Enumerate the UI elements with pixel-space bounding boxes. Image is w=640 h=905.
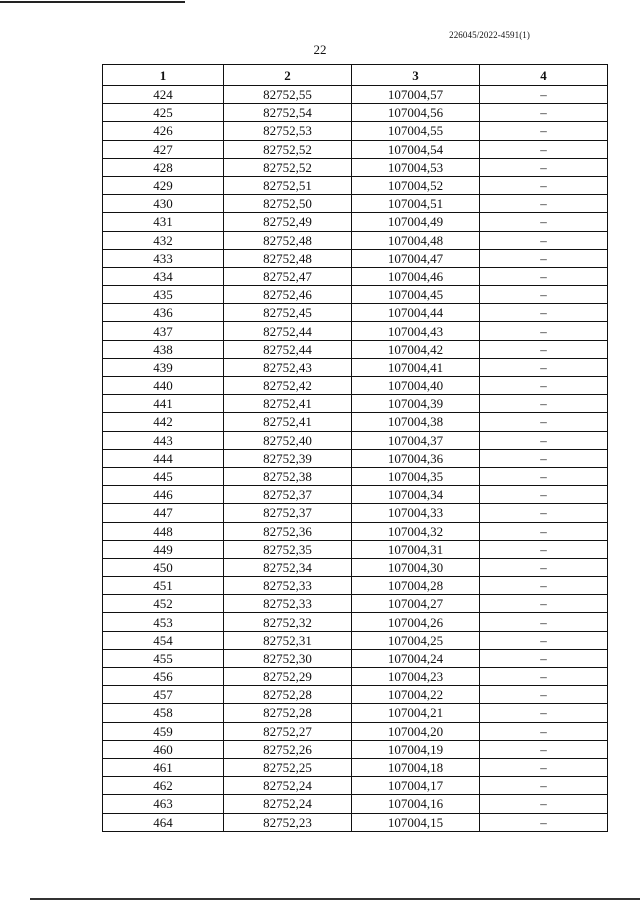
table-row [103,467,608,485]
column-header-4: 4 [480,65,608,86]
x-coordinate-cell: 82752,45 [224,304,352,322]
value-cell: – [480,668,608,686]
table-row [103,613,608,631]
table-row [103,195,608,213]
x-coordinate-cell: 82752,49 [224,213,352,231]
y-coordinate-cell: 107004,34 [352,486,480,504]
y-coordinate-cell: 107004,52 [352,176,480,194]
value-cell: – [480,631,608,649]
point-number-cell: 456 [103,668,224,686]
x-coordinate-cell: 82752,48 [224,249,352,267]
y-coordinate-cell: 107004,33 [352,504,480,522]
value-cell: – [480,740,608,758]
x-coordinate-cell: 82752,26 [224,740,352,758]
x-coordinate-cell: 82752,28 [224,686,352,704]
y-coordinate-cell: 107004,22 [352,686,480,704]
table-row [103,431,608,449]
table-row [103,558,608,576]
point-number-cell: 451 [103,577,224,595]
x-coordinate-cell: 82752,33 [224,595,352,613]
value-cell: – [480,686,608,704]
value-cell: – [480,104,608,122]
y-coordinate-cell: 107004,53 [352,158,480,176]
table-row [103,504,608,522]
table-row [103,722,608,740]
x-coordinate-cell: 82752,41 [224,413,352,431]
table-row [103,158,608,176]
point-number-cell: 463 [103,795,224,813]
point-number-cell: 459 [103,722,224,740]
y-coordinate-cell: 107004,30 [352,558,480,576]
y-coordinate-cell: 107004,46 [352,267,480,285]
value-cell: – [480,304,608,322]
coordinates-table [102,64,608,832]
value-cell: – [480,649,608,667]
table-row [103,395,608,413]
value-cell: – [480,704,608,722]
value-cell: – [480,540,608,558]
table-row [103,758,608,776]
table-row [103,486,608,504]
value-cell: – [480,176,608,194]
y-coordinate-cell: 107004,56 [352,104,480,122]
y-coordinate-cell: 107004,27 [352,595,480,613]
table-row [103,340,608,358]
table-row [103,449,608,467]
point-number-cell: 432 [103,231,224,249]
point-number-cell: 455 [103,649,224,667]
y-coordinate-cell: 107004,23 [352,668,480,686]
y-coordinate-cell: 107004,31 [352,540,480,558]
bottom-rule [30,898,640,900]
value-cell: – [480,504,608,522]
point-number-cell: 443 [103,431,224,449]
point-number-cell: 460 [103,740,224,758]
value-cell: – [480,431,608,449]
x-coordinate-cell: 82752,41 [224,395,352,413]
table-row [103,286,608,304]
value-cell: – [480,467,608,485]
point-number-cell: 442 [103,413,224,431]
value-cell: – [480,595,608,613]
point-number-cell: 429 [103,176,224,194]
value-cell: – [480,522,608,540]
point-number-cell: 448 [103,522,224,540]
point-number-cell: 437 [103,322,224,340]
value-cell: – [480,395,608,413]
value-cell: – [480,486,608,504]
table-row [103,595,608,613]
point-number-cell: 430 [103,195,224,213]
x-coordinate-cell: 82752,40 [224,431,352,449]
x-coordinate-cell: 82752,52 [224,140,352,158]
point-number-cell: 445 [103,467,224,485]
x-coordinate-cell: 82752,35 [224,540,352,558]
table-row [103,322,608,340]
value-cell: – [480,413,608,431]
value-cell: – [480,377,608,395]
x-coordinate-cell: 82752,24 [224,795,352,813]
y-coordinate-cell: 107004,15 [352,813,480,831]
y-coordinate-cell: 107004,39 [352,395,480,413]
value-cell: – [480,813,608,831]
x-coordinate-cell: 82752,42 [224,377,352,395]
x-coordinate-cell: 82752,30 [224,649,352,667]
point-number-cell: 447 [103,504,224,522]
x-coordinate-cell: 82752,33 [224,577,352,595]
table-row [103,213,608,231]
value-cell: – [480,249,608,267]
table-row [103,86,608,104]
table-row [103,358,608,376]
table-row [103,777,608,795]
point-number-cell: 446 [103,486,224,504]
x-coordinate-cell: 82752,29 [224,668,352,686]
x-coordinate-cell: 82752,50 [224,195,352,213]
x-coordinate-cell: 82752,25 [224,758,352,776]
x-coordinate-cell: 82752,31 [224,631,352,649]
table-row [103,413,608,431]
column-header-2: 2 [224,65,352,86]
table-row [103,649,608,667]
value-cell: – [480,140,608,158]
point-number-cell: 454 [103,631,224,649]
value-cell: – [480,577,608,595]
x-coordinate-cell: 82752,48 [224,231,352,249]
top-rule [0,1,185,3]
point-number-cell: 452 [103,595,224,613]
value-cell: – [480,758,608,776]
point-number-cell: 433 [103,249,224,267]
y-coordinate-cell: 107004,35 [352,467,480,485]
y-coordinate-cell: 107004,36 [352,449,480,467]
value-cell: – [480,231,608,249]
y-coordinate-cell: 107004,26 [352,613,480,631]
point-number-cell: 461 [103,758,224,776]
table-row [103,377,608,395]
table-row [103,631,608,649]
value-cell: – [480,449,608,467]
table-row [103,795,608,813]
y-coordinate-cell: 107004,51 [352,195,480,213]
value-cell: – [480,213,608,231]
x-coordinate-cell: 82752,34 [224,558,352,576]
value-cell: – [480,795,608,813]
point-number-cell: 439 [103,358,224,376]
value-cell: – [480,722,608,740]
table-row [103,740,608,758]
x-coordinate-cell: 82752,46 [224,286,352,304]
x-coordinate-cell: 82752,53 [224,122,352,140]
x-coordinate-cell: 82752,47 [224,267,352,285]
value-cell: – [480,158,608,176]
table-row [103,304,608,322]
x-coordinate-cell: 82752,54 [224,104,352,122]
y-coordinate-cell: 107004,44 [352,304,480,322]
point-number-cell: 431 [103,213,224,231]
y-coordinate-cell: 107004,18 [352,758,480,776]
point-number-cell: 425 [103,104,224,122]
table-row [103,122,608,140]
y-coordinate-cell: 107004,28 [352,577,480,595]
x-coordinate-cell: 82752,38 [224,467,352,485]
table-row [103,522,608,540]
point-number-cell: 444 [103,449,224,467]
value-cell: – [480,122,608,140]
y-coordinate-cell: 107004,43 [352,322,480,340]
point-number-cell: 457 [103,686,224,704]
value-cell: – [480,322,608,340]
y-coordinate-cell: 107004,54 [352,140,480,158]
table-row [103,668,608,686]
y-coordinate-cell: 107004,38 [352,413,480,431]
y-coordinate-cell: 107004,47 [352,249,480,267]
y-coordinate-cell: 107004,21 [352,704,480,722]
x-coordinate-cell: 82752,27 [224,722,352,740]
value-cell: – [480,195,608,213]
table-row [103,540,608,558]
document-number: 226045/2022-4591(1) [449,30,530,40]
x-coordinate-cell: 82752,55 [224,86,352,104]
y-coordinate-cell: 107004,19 [352,740,480,758]
value-cell: – [480,358,608,376]
x-coordinate-cell: 82752,52 [224,158,352,176]
x-coordinate-cell: 82752,24 [224,777,352,795]
y-coordinate-cell: 107004,16 [352,795,480,813]
y-coordinate-cell: 107004,32 [352,522,480,540]
table-body [103,86,608,832]
value-cell: – [480,267,608,285]
page-number: 22 [313,42,327,57]
y-coordinate-cell: 107004,45 [352,286,480,304]
table-row [103,267,608,285]
point-number-cell: 458 [103,704,224,722]
y-coordinate-cell: 107004,40 [352,377,480,395]
point-number-cell: 441 [103,395,224,413]
table-row [103,249,608,267]
point-number-cell: 426 [103,122,224,140]
value-cell: – [480,340,608,358]
x-coordinate-cell: 82752,37 [224,504,352,522]
y-coordinate-cell: 107004,24 [352,649,480,667]
point-number-cell: 438 [103,340,224,358]
point-number-cell: 428 [103,158,224,176]
column-header-3: 3 [352,65,480,86]
point-number-cell: 435 [103,286,224,304]
value-cell: – [480,286,608,304]
table-header [103,65,608,86]
table-row [103,577,608,595]
y-coordinate-cell: 107004,41 [352,358,480,376]
x-coordinate-cell: 82752,39 [224,449,352,467]
point-number-cell: 436 [103,304,224,322]
x-coordinate-cell: 82752,43 [224,358,352,376]
point-number-cell: 462 [103,777,224,795]
header-row [103,65,608,86]
x-coordinate-cell: 82752,51 [224,176,352,194]
x-coordinate-cell: 82752,23 [224,813,352,831]
table-row [103,813,608,831]
point-number-cell: 453 [103,613,224,631]
table-row [103,176,608,194]
table-row [103,231,608,249]
x-coordinate-cell: 82752,37 [224,486,352,504]
point-number-cell: 464 [103,813,224,831]
value-cell: – [480,86,608,104]
table-row [103,104,608,122]
point-number-cell: 424 [103,86,224,104]
value-cell: – [480,613,608,631]
y-coordinate-cell: 107004,37 [352,431,480,449]
y-coordinate-cell: 107004,25 [352,631,480,649]
table-row [103,704,608,722]
y-coordinate-cell: 107004,17 [352,777,480,795]
point-number-cell: 440 [103,377,224,395]
table-row [103,140,608,158]
x-coordinate-cell: 82752,28 [224,704,352,722]
value-cell: – [480,558,608,576]
y-coordinate-cell: 107004,48 [352,231,480,249]
point-number-cell: 434 [103,267,224,285]
x-coordinate-cell: 82752,44 [224,322,352,340]
y-coordinate-cell: 107004,57 [352,86,480,104]
x-coordinate-cell: 82752,44 [224,340,352,358]
value-cell: – [480,777,608,795]
y-coordinate-cell: 107004,49 [352,213,480,231]
y-coordinate-cell: 107004,20 [352,722,480,740]
point-number-cell: 449 [103,540,224,558]
y-coordinate-cell: 107004,55 [352,122,480,140]
table-row [103,686,608,704]
x-coordinate-cell: 82752,36 [224,522,352,540]
point-number-cell: 427 [103,140,224,158]
point-number-cell: 450 [103,558,224,576]
column-header-1: 1 [103,65,224,86]
y-coordinate-cell: 107004,42 [352,340,480,358]
x-coordinate-cell: 82752,32 [224,613,352,631]
